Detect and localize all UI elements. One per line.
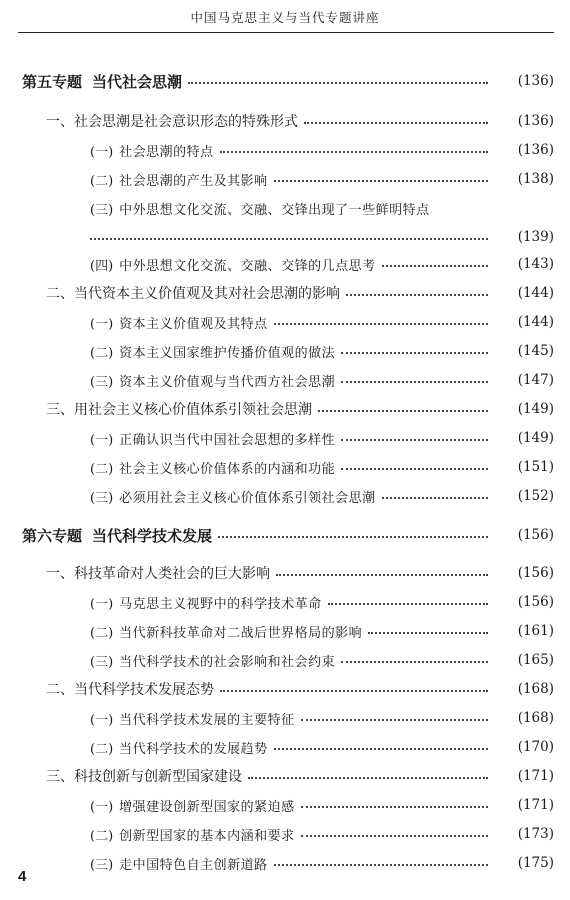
toc-entry-number: (三) bbox=[90, 654, 114, 670]
toc-entry-page: (144) bbox=[517, 285, 554, 301]
toc-entry-title: 必须用社会主义核心价值体系引领社会思潮 bbox=[119, 490, 376, 506]
dot-leader bbox=[301, 719, 488, 721]
toc-entry-page: (171) bbox=[517, 768, 554, 784]
toc-entry[interactable] bbox=[0, 369, 570, 391]
toc-entry-title: 当代新科技革命对二战后世界格局的影响 bbox=[119, 625, 363, 641]
toc-entry-title: 当代科学技术发展 bbox=[92, 526, 213, 545]
toc-entry-number: (三) bbox=[90, 857, 114, 873]
toc-entry-page: (138) bbox=[517, 171, 554, 187]
toc-entry-number: (三) bbox=[90, 490, 114, 506]
toc-entry-title: 当代科学技术的发展趋势 bbox=[119, 741, 268, 757]
dot-leader bbox=[274, 180, 488, 182]
toc-entry-number: (二) bbox=[90, 741, 114, 757]
dot-leader bbox=[328, 603, 488, 605]
header-rule bbox=[18, 32, 554, 33]
toc-entry[interactable] bbox=[0, 707, 570, 729]
toc-entry[interactable] bbox=[0, 340, 570, 362]
dot-leader bbox=[341, 661, 488, 663]
toc-entry[interactable] bbox=[0, 765, 570, 787]
toc-entry-title: 当代科学技术的社会影响和社会约束 bbox=[119, 654, 336, 670]
toc-entry-page: (151) bbox=[517, 459, 554, 475]
toc-entry-title: 走中国特色自主创新道路 bbox=[119, 857, 268, 873]
toc-entry[interactable] bbox=[0, 253, 570, 275]
toc-entry-title: 社会主义核心价值体系的内涵和功能 bbox=[119, 461, 336, 477]
dot-leader bbox=[188, 82, 488, 84]
dot-leader bbox=[274, 748, 488, 750]
toc-entry-title: 社会思潮是社会意识形态的特殊形式 bbox=[74, 114, 298, 130]
toc-entry-number: 二、 bbox=[46, 286, 74, 302]
toc-entry-title: 中外思想文化交流、交融、交锋的几点思考 bbox=[119, 258, 376, 274]
toc-entry-number: (二) bbox=[90, 461, 114, 477]
toc-entry-page: (156) bbox=[517, 527, 554, 543]
toc-entry-number: (四) bbox=[90, 258, 114, 274]
toc-entry[interactable] bbox=[0, 823, 570, 845]
toc-entry-title: 资本主义国家维护传播价值观的做法 bbox=[119, 345, 336, 361]
toc-entry-number: (一) bbox=[90, 432, 114, 448]
toc-entry-title: 当代科学技术发展的主要特征 bbox=[119, 712, 295, 728]
toc-entry-page: (168) bbox=[517, 710, 554, 726]
toc-entry-title: 科技创新与创新型国家建设 bbox=[74, 769, 242, 785]
toc-entry-page: (171) bbox=[517, 797, 554, 813]
toc-entry-title: 马克思主义视野中的科学技术革命 bbox=[119, 596, 322, 612]
dot-leader bbox=[248, 777, 488, 779]
toc-entry-title: 科技革命对人类社会的巨大影响 bbox=[74, 566, 270, 582]
dot-leader bbox=[220, 690, 488, 692]
toc-entry-page: (175) bbox=[517, 855, 554, 871]
toc-entry-number: (二) bbox=[90, 173, 114, 189]
dot-leader bbox=[90, 238, 488, 240]
toc-entry-page: (136) bbox=[517, 142, 554, 158]
toc-entry-title: 当代科学技术发展态势 bbox=[74, 682, 214, 698]
toc-entry-title: 正确认识当代中国社会思想的多样性 bbox=[119, 432, 336, 448]
toc-entry-title: 当代社会思潮 bbox=[92, 72, 183, 91]
toc-entry-page: (170) bbox=[517, 739, 554, 755]
toc-entry[interactable] bbox=[0, 456, 570, 478]
dot-leader bbox=[382, 497, 488, 499]
dot-leader bbox=[341, 439, 488, 441]
toc-entry-title: 社会思潮的特点 bbox=[119, 144, 214, 160]
toc-entry[interactable] bbox=[0, 678, 570, 700]
toc-entry-page: (173) bbox=[517, 826, 554, 842]
toc-entry-number: 一、 bbox=[46, 114, 74, 130]
dot-leader bbox=[318, 410, 488, 412]
toc-entry-page: (144) bbox=[517, 314, 554, 330]
dot-leader bbox=[341, 381, 488, 383]
toc-entry-number: 三、 bbox=[46, 402, 74, 418]
toc-entry-number: (一) bbox=[90, 596, 114, 612]
dot-leader bbox=[220, 151, 488, 153]
dot-leader bbox=[346, 294, 488, 296]
toc-entry[interactable] bbox=[0, 852, 570, 874]
dot-leader bbox=[274, 323, 488, 325]
toc-entry-title: 当代资本主义价值观及其对社会思潮的影响 bbox=[74, 286, 340, 302]
toc-entry-title: 创新型国家的基本内涵和要求 bbox=[119, 828, 295, 844]
toc-entry-page: (156) bbox=[517, 565, 554, 581]
toc-entry-title: 增强建设创新型国家的紧迫感 bbox=[119, 799, 295, 815]
toc-entry-page: (149) bbox=[517, 401, 554, 417]
page-number: 4 bbox=[18, 868, 27, 885]
toc-entry-page: (165) bbox=[517, 652, 554, 668]
toc-entry[interactable] bbox=[0, 649, 570, 671]
toc-entry-number: (二) bbox=[90, 828, 114, 844]
toc-entry-number: 三、 bbox=[46, 769, 74, 785]
toc-entry[interactable] bbox=[0, 562, 570, 584]
toc-entry-title: 资本主义价值观及其特点 bbox=[119, 316, 268, 332]
dot-leader bbox=[301, 806, 488, 808]
toc-entry[interactable] bbox=[0, 524, 570, 546]
toc-entry-title: 资本主义价值观与当代西方社会思潮 bbox=[119, 374, 336, 390]
toc-entry-page: (168) bbox=[517, 681, 554, 697]
toc-entry-title: 社会思潮的产生及其影响 bbox=[119, 173, 268, 189]
toc-entry-number: 一、 bbox=[46, 566, 74, 582]
toc-entry[interactable] bbox=[0, 311, 570, 333]
toc-entry-page: (145) bbox=[517, 343, 554, 359]
toc-entry-number: (一) bbox=[90, 316, 114, 332]
toc-entry-page: (143) bbox=[517, 256, 554, 272]
toc-entry[interactable] bbox=[0, 110, 570, 132]
toc-entry-page: (147) bbox=[517, 372, 554, 388]
toc-entry-number: (一) bbox=[90, 799, 114, 815]
toc-entry[interactable] bbox=[0, 794, 570, 816]
toc-entry[interactable] bbox=[0, 485, 570, 507]
toc-entry-number: (一) bbox=[90, 712, 114, 728]
toc-entry[interactable] bbox=[0, 168, 570, 190]
toc-entry-number: 第五专题 bbox=[22, 72, 83, 91]
toc-entry-number: 二、 bbox=[46, 682, 74, 698]
running-header: 中国马克思主义与当代专题讲座 bbox=[190, 10, 380, 25]
dot-leader bbox=[382, 265, 488, 267]
dot-leader bbox=[304, 122, 488, 124]
toc-entry[interactable] bbox=[0, 620, 570, 642]
toc-entry-number: (三) bbox=[90, 374, 114, 390]
toc-entry-page: (149) bbox=[517, 430, 554, 446]
toc-entry-number: (一) bbox=[90, 144, 114, 160]
dot-leader bbox=[341, 468, 488, 470]
toc-entry-page: (152) bbox=[517, 488, 554, 504]
toc-entry-page: (136) bbox=[517, 73, 554, 89]
toc-entry-number: (三) bbox=[90, 202, 114, 218]
toc-entry[interactable] bbox=[0, 197, 570, 219]
toc-entry-page: (156) bbox=[517, 594, 554, 610]
dot-leader bbox=[368, 632, 488, 634]
toc-entry[interactable] bbox=[0, 70, 570, 92]
dot-leader bbox=[341, 352, 488, 354]
dot-leader bbox=[274, 864, 488, 866]
toc-entry-page: (161) bbox=[517, 623, 554, 639]
toc-entry-continuation bbox=[0, 226, 570, 248]
toc-entry-page: (136) bbox=[517, 113, 554, 129]
toc-entry-title: 用社会主义核心价值体系引领社会思潮 bbox=[74, 402, 312, 418]
toc-entry-number: (二) bbox=[90, 345, 114, 361]
dot-leader bbox=[218, 536, 488, 538]
toc-entry[interactable] bbox=[0, 591, 570, 613]
toc-entry[interactable] bbox=[0, 736, 570, 758]
toc-entry-page: (139) bbox=[517, 229, 554, 245]
toc-entry-title: 中外思想文化交流、交融、交锋出现了一些鲜明特点 bbox=[119, 202, 430, 218]
dot-leader bbox=[301, 835, 488, 837]
toc-entry-number: (二) bbox=[90, 625, 114, 641]
toc-entry[interactable] bbox=[0, 139, 570, 161]
toc-entry-number: 第六专题 bbox=[22, 526, 83, 545]
toc-entry[interactable] bbox=[0, 398, 570, 420]
toc-entry[interactable] bbox=[0, 427, 570, 449]
toc-entry[interactable] bbox=[0, 282, 570, 304]
dot-leader bbox=[276, 574, 488, 576]
